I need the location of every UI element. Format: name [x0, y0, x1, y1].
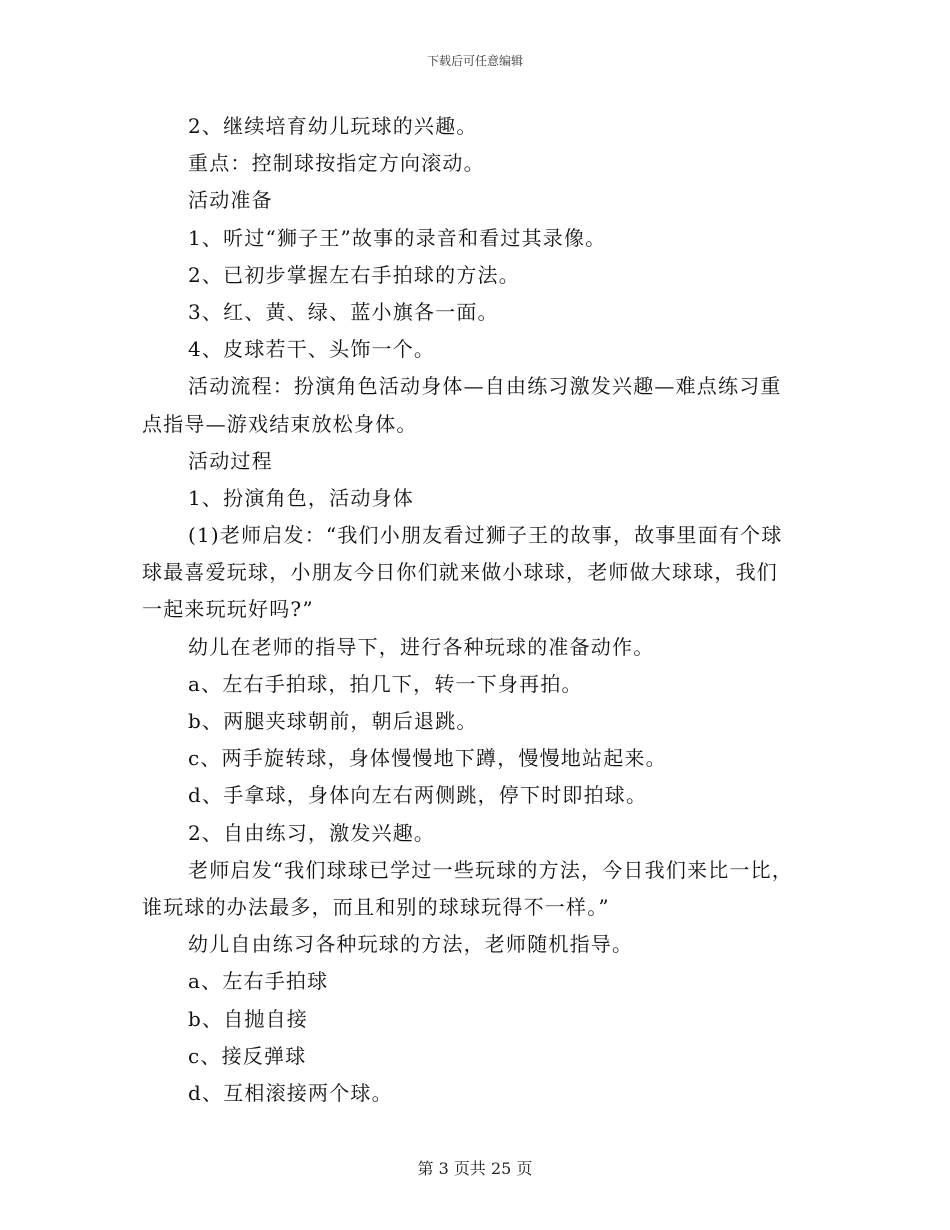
- text-line: b、两腿夹球朝前，朝后退跳。: [188, 709, 478, 733]
- text-line: 活动流程：扮演角色活动身体—自由练习激发兴趣—难点练习重: [188, 374, 782, 399]
- text-line: 3、红、黄、绿、蓝小旗各一面。: [188, 299, 499, 324]
- text-line: a、左右手拍球: [188, 969, 329, 994]
- text-line: 老师启发“我们球球已学过一些玩球的方法，今日我们来比一比，: [188, 857, 794, 882]
- text-line: 重点：控制球按指定方向滚动。: [188, 151, 485, 176]
- text-line: 球最喜爱玩球，小朋友今日你们就来做小球球，老师做大球球，我们: [142, 560, 778, 585]
- text-line: d、互相滚接两个球。: [188, 1080, 393, 1105]
- page-header: 下载后可任意编辑: [426, 54, 523, 68]
- text-line: a、左右手拍球，拍几下，转一下身再拍。: [188, 671, 583, 696]
- page-footer: 第 3 页共 25 页: [417, 1159, 533, 1178]
- text-line: 活动准备: [188, 188, 273, 213]
- text-line: 2、已初步掌握左右手拍球的方法。: [188, 262, 520, 287]
- text-line: 点指导—游戏结束放松身体。: [142, 411, 418, 436]
- text-line: 谁玩球的办法最多，而且和别的球球玩得不一样。”: [142, 894, 610, 919]
- text-line: 1、扮演角色，活动身体: [188, 485, 414, 510]
- text-line: c、接反弹球: [188, 1043, 307, 1068]
- text-line: d、手拿球，身体向左右两侧跳，停下时即拍球。: [188, 783, 648, 808]
- text-line: (1)老师启发：“我们小朋友看过狮子王的故事，故事里面有个球: [188, 523, 783, 548]
- text-line: 一起来玩玩好吗?”: [142, 597, 314, 622]
- text-line: 幼儿在老师的指导下，进行各种玩球的准备动作。: [188, 634, 655, 659]
- text-line: 活动过程: [188, 448, 273, 473]
- text-line: 1、听过“狮子王”故事的录音和看过其录像。: [188, 225, 607, 250]
- text-line: 2、自由练习，激发兴趣。: [188, 820, 436, 845]
- document-body: [142, 108, 812, 1112]
- text-line: c、两手旋转球，身体慢慢地下蹲，慢慢地站起来。: [188, 746, 667, 771]
- text-line: 2、继续培育幼儿玩球的兴趣。: [188, 114, 478, 138]
- text-line: 幼儿自由练习各种玩球的方法，老师随机指导。: [188, 932, 634, 957]
- text-line: b、自抛自接: [188, 1006, 309, 1031]
- text-line: 4、皮球若干、头饰一个。: [188, 337, 436, 362]
